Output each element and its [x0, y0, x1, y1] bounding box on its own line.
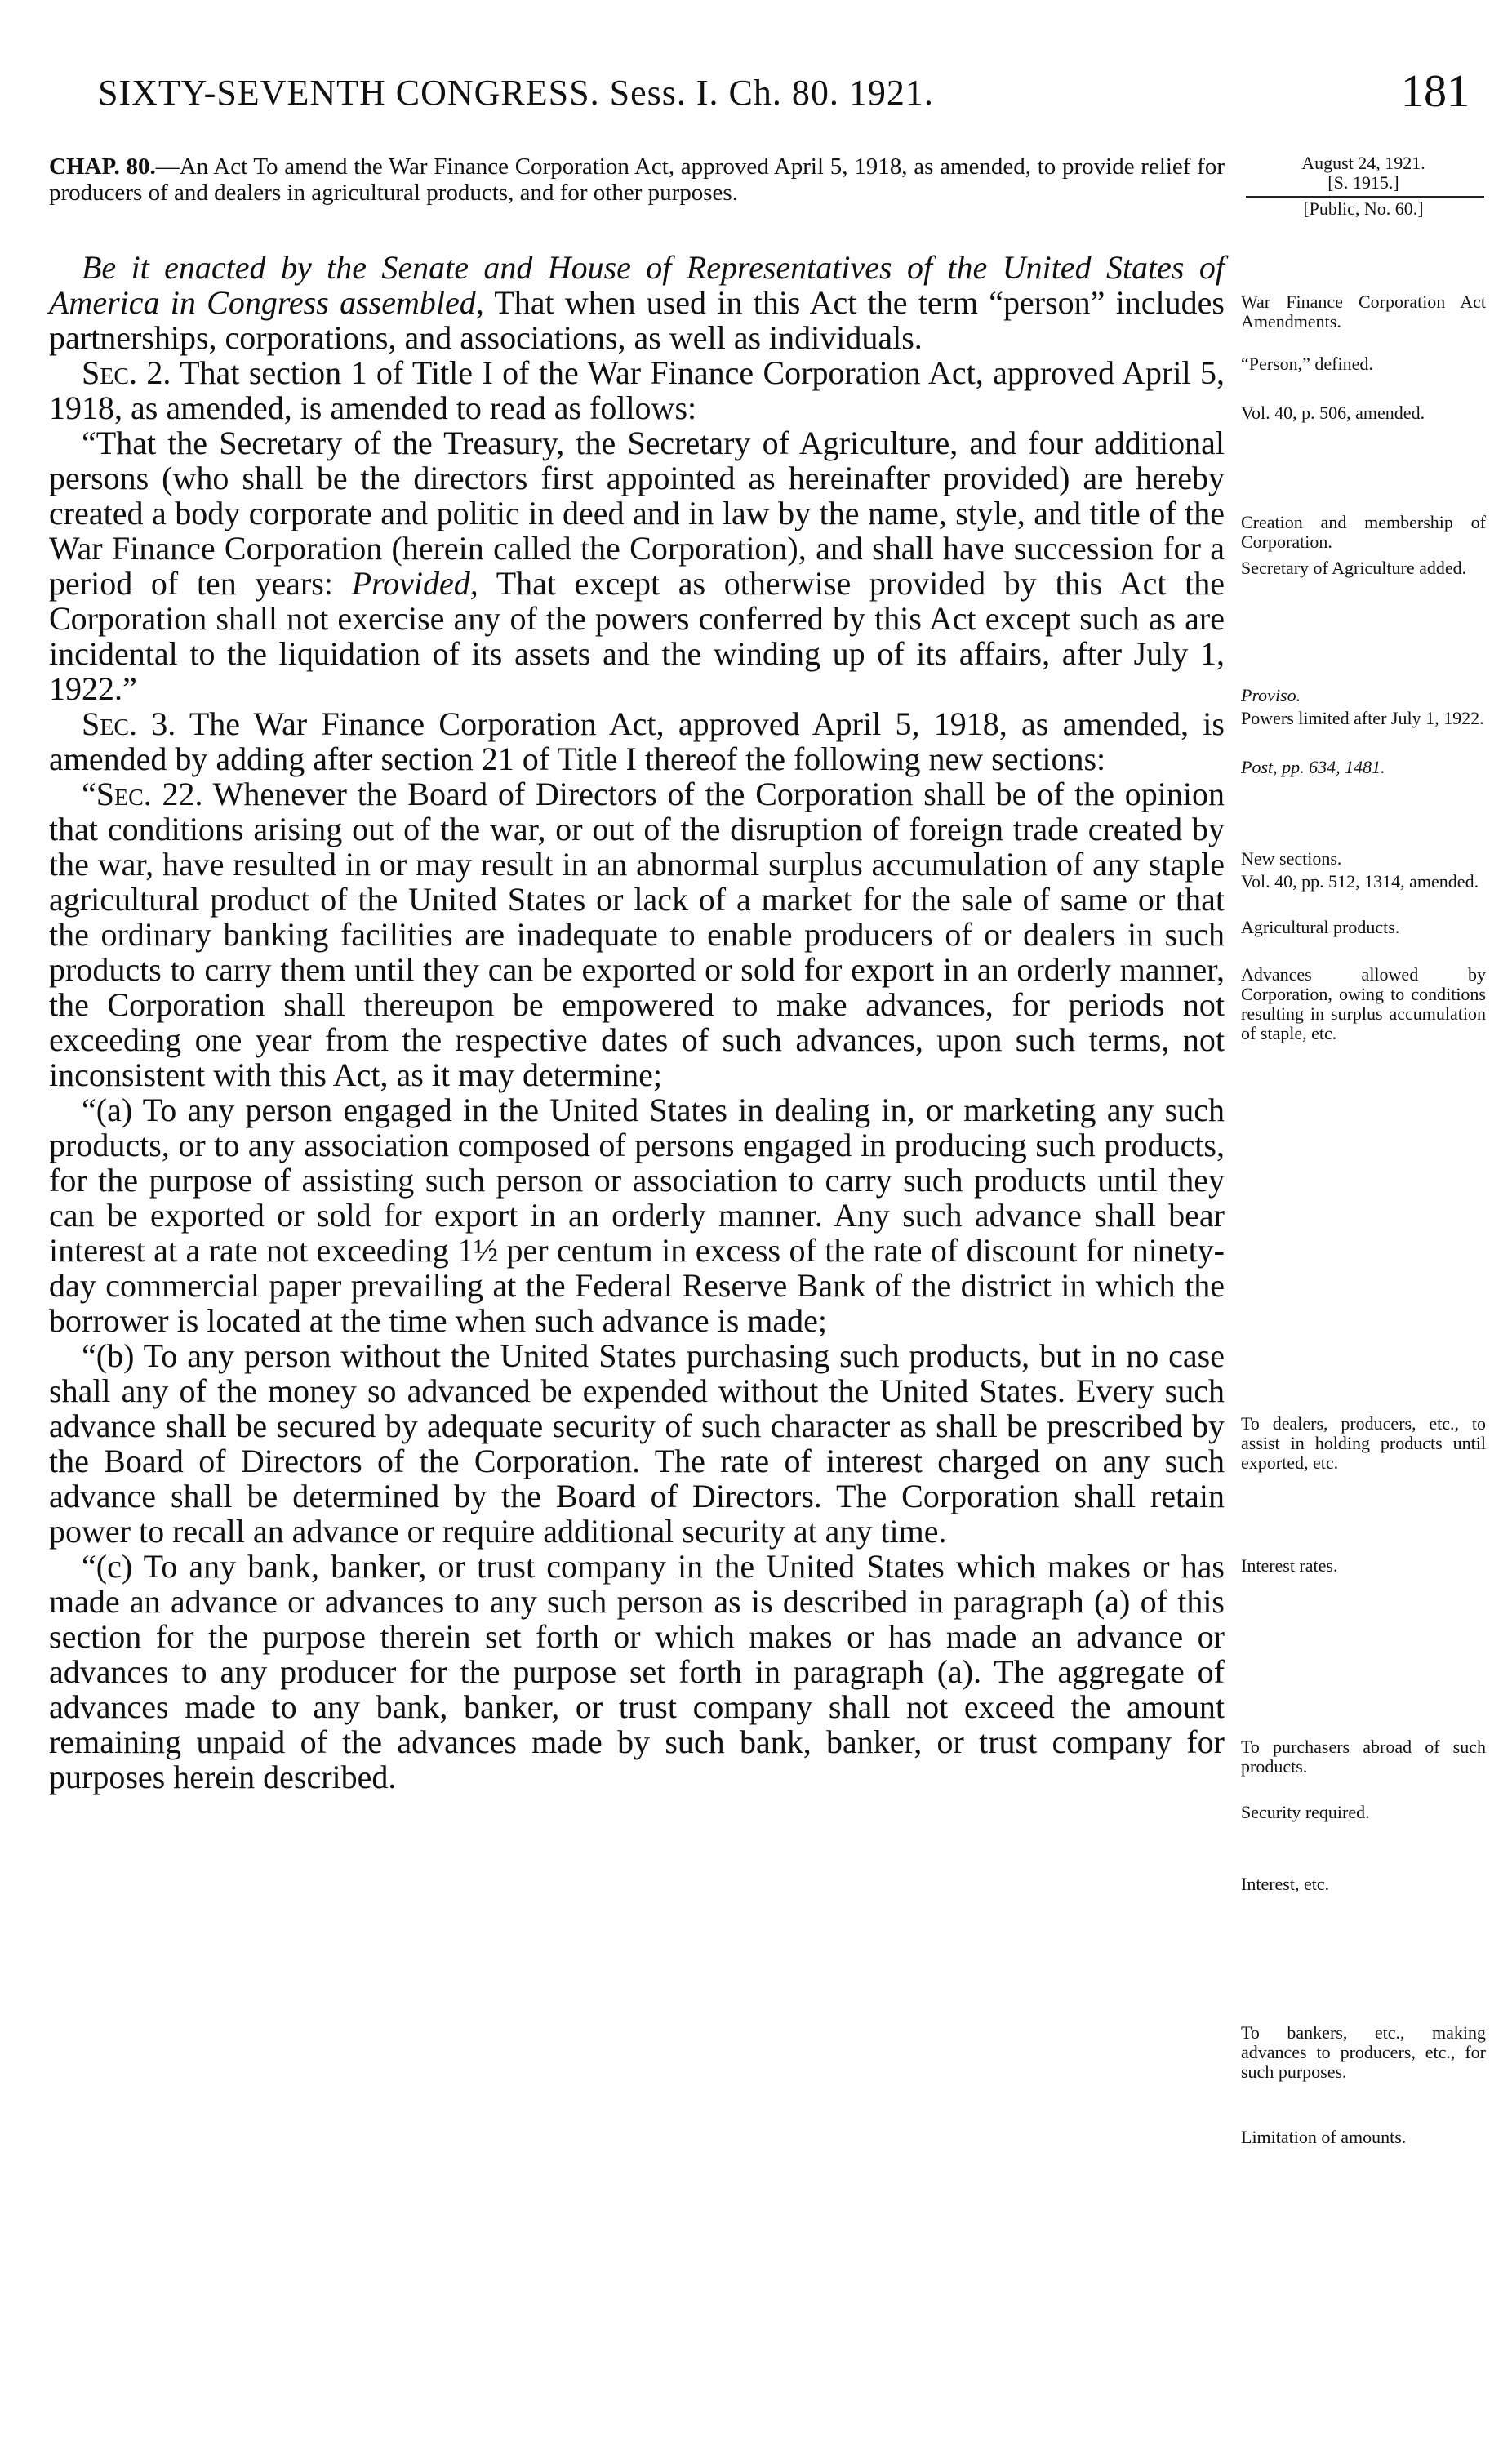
- chapter-title: —An Act To amend the War Finance Corporation Act, approved April 5, 1918, as amended, to provide relief for producers of and dealers in agricultural products, and for other purposes.: [49, 153, 1225, 206]
- note-security-required: Security required.: [1241, 1802, 1370, 1822]
- note-powers-limited: Powers limited after July 1, 1922.: [1241, 708, 1484, 728]
- proviso-text: That except as otherwise provided by this Act the Corporation shall not exercise any of the powers conferred by this Act except such as are incidental to the liquidation of its assets and the winding up of its affairs, after July 1, 1922.”: [49, 565, 1225, 707]
- section-2-label: Sec. 2.: [82, 354, 171, 391]
- approval-date: August 24, 1921.: [1301, 153, 1425, 173]
- section-1-text: That when used in this Act the term “person” includes partnerships, corporations, and associations, as well as individuals.: [49, 284, 1225, 356]
- paragraph-b: “(b) To any person without the United States purchasing such products, but in no case shall any of the money so advanced be expended without the United States. Every such advance shall be secured by adequate security of such character as shall be prescribed by the Board of Directors of the Corporation. The rate of interest charged on any such advance shall be determined by the Board of Directors. The Corporation shall retain power to recall an advance or require additional security at any time.: [49, 1337, 1225, 1550]
- proviso-word: Provided,: [351, 565, 478, 602]
- paragraph-a: “(a) To any person engaged in the United States in dealing in, or marketing any such products, or to any association composed of persons engaged in producing such products, for the purpose of assisting such person or association to carry such products until they can be exported or sold for export in an orderly manner. Any such advance shall bear interest at a rate not exceeding 1½ per centum in excess of the rate of discount for ninety-day commercial paper prevailing at the Federal Reserve Bank of the district in which the borrower is located at the time when such advance is made;: [49, 1092, 1225, 1339]
- note-person-defined: “Person,” defined.: [1241, 354, 1373, 374]
- note-vol40-p506: Vol. 40, p. 506, amended.: [1241, 402, 1425, 423]
- running-head-title: SIXTY-SEVENTH CONGRESS. Sess. I. Ch. 80. 1921.: [98, 73, 934, 113]
- section-3-paragraph: [49, 706, 1225, 776]
- section-22-label: “Sec. 22.: [82, 776, 203, 812]
- section-22-paragraph: [49, 776, 1225, 1092]
- note-purchasers-abroad: To purchasers abroad of such products.: [1241, 1737, 1486, 1777]
- main-text: [49, 153, 1225, 1794]
- section-22-text: Whenever the Board of Directors of the Corporation shall be of the opinion that conditions arising out of the war, or out of the disruption of foreign trade created by the war, have resulted in or may result in an abnormal surplus accumulation of any staple agricultural product of the United States or lack of a market for the sale of same or that the ordinary banking facilities are inadequate to enable producers of or dealers in such products to carry them until they can be exported or sold for export in an orderly manner, the Corporation shall thereupon be empowered to make advances, for periods not exceeding one year from the respective dates of such advances, upon such terms, not inconsistent with this Act, as it may determine;: [49, 776, 1225, 1093]
- note-divider: [1246, 196, 1484, 198]
- running-head: [49, 66, 1470, 121]
- corporation-paragraph: [49, 425, 1225, 706]
- enacting-clause: Be it enacted by the Senate and House of Representatives of the United States of America in Congress assembled,: [49, 249, 1225, 321]
- paragraph-c: “(c) To any bank, banker, or trust company in the United States which makes or has made an advance or advances to any such person as is described in paragraph (a) of this section for the purpose therein set forth or which makes or has made an advance or advances to any producer for the purpose set forth in paragraph (a). The aggregate of advances made to any bank, banker, or trust company shall not exceed the amount remaining unpaid of the advances made by such bank, banker, or trust company for purposes herein described.: [49, 1548, 1225, 1795]
- note-to-dealers: To dealers, producers, etc., to assist in holding products until exported, etc.: [1241, 1413, 1486, 1473]
- enacting-paragraph: [49, 250, 1225, 355]
- section-2-paragraph: [49, 355, 1225, 425]
- note-proviso: Proviso.: [1241, 685, 1301, 705]
- page-number: 181: [1401, 66, 1470, 117]
- note-vol40-pp512: Vol. 40, pp. 512, 1314, amended.: [1241, 871, 1479, 892]
- note-creation-membership: Creation and membership of Corporation.: [1241, 512, 1486, 552]
- section-3-text: The War Finance Corporation Act, approved April 5, 1918, as amended, is amended by adding after section 21 of Title I thereof the following new sections:: [49, 705, 1225, 777]
- note-interest-rates: Interest rates.: [1241, 1555, 1338, 1576]
- public-law-number: [Public, No. 60.]: [1303, 198, 1424, 219]
- note-post-pages: Post, pp. 634, 1481.: [1241, 757, 1385, 777]
- note-agricultural-products: Agricultural products.: [1241, 917, 1400, 937]
- note-new-sections: New sections.: [1241, 848, 1342, 869]
- note-advances-allowed: Advances allowed by Corporation, owing to conditions resulting in surplus accumulation of staple, etc.: [1241, 964, 1486, 1043]
- corporation-text: “That the Secretary of the Treasury, the Secretary of Agriculture, and four additional persons (who shall be the directors first appointed as hereinafter provided) are hereby created a body corporate and politic in deed and in law by the name, style, and title of the War Finance Corporation (herein called the Corporation), and shall have succession for a period of ten years:: [49, 425, 1225, 602]
- note-secretary-agriculture: Secretary of Agriculture added.: [1241, 558, 1467, 578]
- note-interest-etc: Interest, etc.: [1241, 1874, 1330, 1894]
- senate-bill: [S. 1915.]: [1327, 172, 1399, 193]
- note-limitation-amounts: Limitation of amounts.: [1241, 2127, 1407, 2147]
- chapter-heading: [49, 153, 1225, 206]
- note-act-amendments: War Finance Corporation Act Amendments.: [1241, 291, 1486, 331]
- section-3-label: Sec. 3.: [82, 705, 176, 742]
- note-to-bankers: To bankers, etc., making advances to producers, etc., for such purposes.: [1241, 2022, 1486, 2082]
- section-2-text: That section 1 of Title I of the War Finance Corporation Act, approved April 5, 1918, as amended, is amended to read as follows:: [49, 354, 1225, 426]
- chapter-label: CHAP. 80.: [49, 153, 156, 180]
